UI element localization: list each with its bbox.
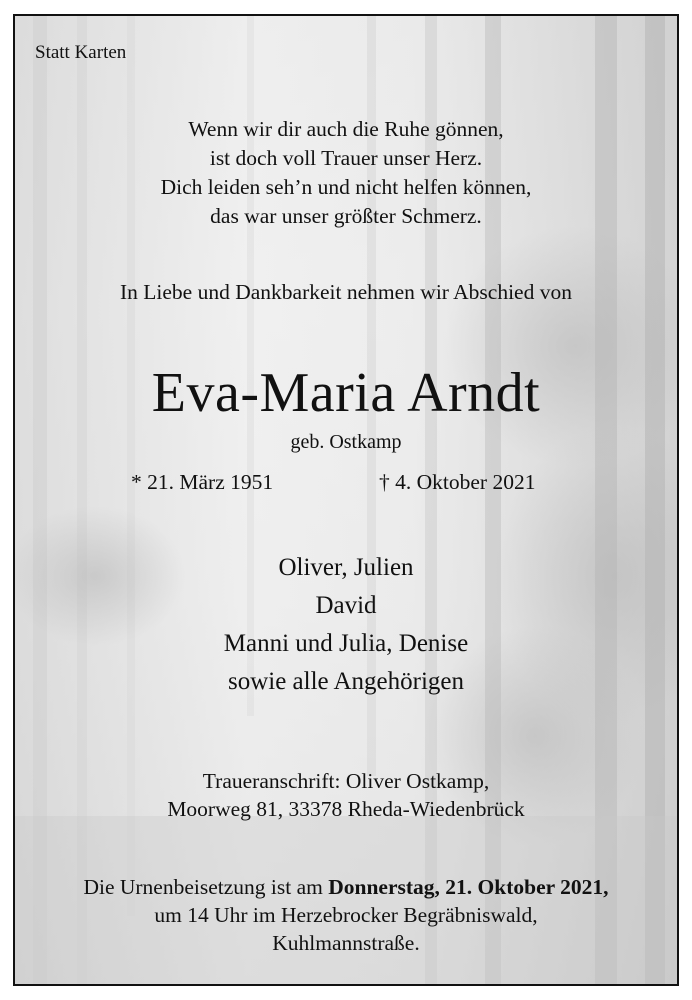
poem-line: das war unser größter Schmerz. — [210, 204, 482, 228]
obituary-content — [15, 16, 677, 984]
mourner-line: Oliver, Julien — [278, 554, 414, 581]
mourner-line: Manni und Julia, Denise — [223, 630, 469, 657]
mourner-line: sowie alle Angehörigen — [227, 668, 465, 695]
death-date: † 4. Oktober 2021 — [379, 470, 536, 494]
poem-line: ist doch voll Trauer unser Herz. — [209, 146, 483, 170]
address-line-1: Traueranschrift: Oliver Ostkamp, — [202, 769, 490, 793]
burial-line-2: um 14 Uhr im Herzebrocker Begräbniswald, — [154, 903, 538, 927]
mourning-address — [15, 767, 677, 823]
deceased-name: Eva-Maria Arndt — [151, 362, 541, 424]
mourners-list — [15, 549, 677, 701]
obituary-frame — [13, 14, 679, 986]
burial-date: Donnerstag, 21. Oktober 2021, — [328, 875, 609, 899]
poem — [15, 115, 677, 231]
burial-line-1 — [15, 873, 677, 901]
birth-date: * 21. März 1951 — [131, 470, 274, 494]
burial-notice — [15, 873, 677, 957]
mourner-line: David — [315, 592, 377, 619]
farewell-intro: In Liebe und Dankbarkeit nehmen wir Abschied von — [120, 280, 572, 304]
burial-prefix: Die Urnenbeisetzung ist am — [83, 875, 329, 899]
poem-line: Dich leiden seh’n und nicht helfen können, — [160, 175, 532, 199]
birth-name: geb. Ostkamp — [290, 431, 402, 453]
burial-line-3: Kuhlmannstraße. — [272, 931, 420, 955]
statt-karten-label: Statt Karten — [35, 42, 127, 63]
address-line-2: Moorweg 81, 33378 Rheda-Wiedenbrück — [167, 797, 525, 821]
poem-line: Wenn wir dir auch die Ruhe gönnen, — [188, 117, 504, 141]
